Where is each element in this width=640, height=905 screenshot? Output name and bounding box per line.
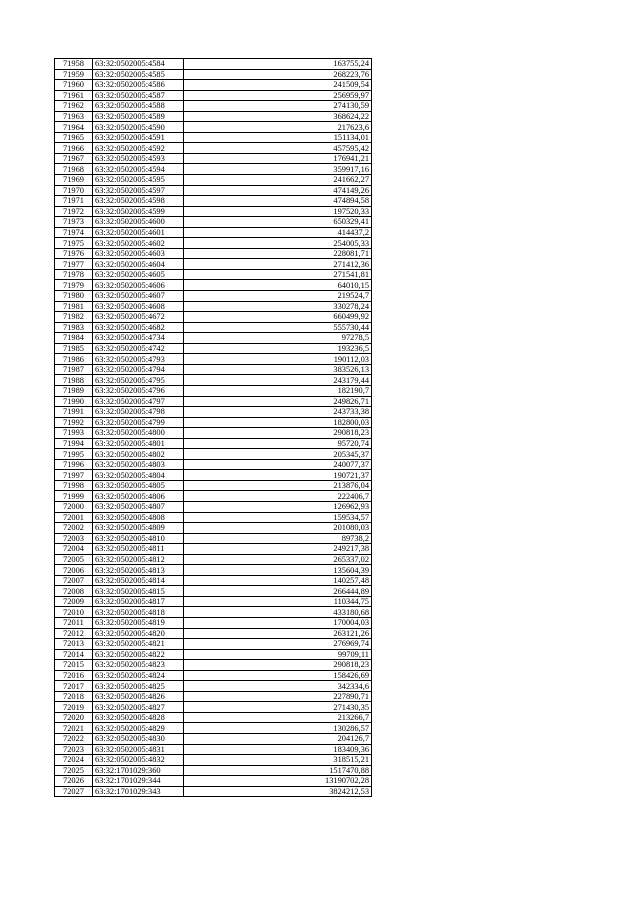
table-row bbox=[55, 723, 372, 734]
table-row bbox=[55, 470, 372, 481]
cadastral-number-cell: 63:32:0502005:4818 bbox=[93, 607, 184, 618]
cadastral-number-cell: 63:32:0502005:4606 bbox=[93, 280, 184, 291]
cadastral-number-cell: 63:32:0502005:4682 bbox=[93, 322, 184, 333]
cadastral-number-cell: 63:32:0502005:4798 bbox=[93, 407, 184, 418]
cadastral-number-cell: 63:32:0502005:4608 bbox=[93, 301, 184, 312]
cadastral-number-cell: 63:32:0502005:4808 bbox=[93, 512, 184, 523]
cadastral-value-cell: 205345,37 bbox=[184, 449, 372, 460]
row-number-cell: 72013 bbox=[55, 639, 93, 650]
row-number-cell: 71982 bbox=[55, 312, 93, 323]
row-number-cell: 72023 bbox=[55, 744, 93, 755]
cadastral-number-cell: 63:32:0502005:4586 bbox=[93, 80, 184, 91]
cadastral-value-cell: 64010,15 bbox=[184, 280, 372, 291]
cadastral-number-cell: 63:32:0502005:4815 bbox=[93, 586, 184, 597]
row-number-cell: 72014 bbox=[55, 649, 93, 660]
table-row bbox=[55, 111, 372, 122]
cadastral-value-cell: 359917,16 bbox=[184, 164, 372, 175]
row-number-cell: 72027 bbox=[55, 786, 93, 797]
row-number-cell: 71984 bbox=[55, 333, 93, 344]
table-row bbox=[55, 660, 372, 671]
row-number-cell: 71987 bbox=[55, 364, 93, 375]
row-number-cell: 72010 bbox=[55, 607, 93, 618]
table-row bbox=[55, 291, 372, 302]
row-number-cell: 71979 bbox=[55, 280, 93, 291]
table-row bbox=[55, 712, 372, 723]
table-row bbox=[55, 734, 372, 745]
cadastral-value-cell: 457595,42 bbox=[184, 143, 372, 154]
row-number-cell: 71980 bbox=[55, 291, 93, 302]
cadastral-number-cell: 63:32:0502005:4595 bbox=[93, 175, 184, 186]
table-row bbox=[55, 385, 372, 396]
row-number-cell: 72015 bbox=[55, 660, 93, 671]
table-row bbox=[55, 438, 372, 449]
row-number-cell: 72005 bbox=[55, 554, 93, 565]
cadastral-value-cell: 241509,54 bbox=[184, 80, 372, 91]
table-row bbox=[55, 132, 372, 143]
cadastral-value-cell: 368624,22 bbox=[184, 111, 372, 122]
row-number-cell: 72009 bbox=[55, 596, 93, 607]
row-number-cell: 71991 bbox=[55, 407, 93, 418]
cadastral-value-cell: 265337,02 bbox=[184, 554, 372, 565]
row-number-cell: 72003 bbox=[55, 533, 93, 544]
cadastral-number-cell: 63:32:0502005:4796 bbox=[93, 385, 184, 396]
row-number-cell: 72001 bbox=[55, 512, 93, 523]
cadastral-value-cell: 193236,5 bbox=[184, 343, 372, 354]
table-row bbox=[55, 185, 372, 196]
row-number-cell: 72011 bbox=[55, 617, 93, 628]
cadastral-value-cell: 433180,68 bbox=[184, 607, 372, 618]
cadastral-number-cell: 63:32:0502005:4799 bbox=[93, 417, 184, 428]
table-row bbox=[55, 333, 372, 344]
cadastral-value-cell: 110344,75 bbox=[184, 596, 372, 607]
table-row bbox=[55, 786, 372, 797]
cadastral-value-cell: 241662,27 bbox=[184, 175, 372, 186]
table-row bbox=[55, 217, 372, 228]
row-number-cell: 72018 bbox=[55, 691, 93, 702]
table-row bbox=[55, 765, 372, 776]
table-row bbox=[55, 523, 372, 534]
row-number-cell: 71962 bbox=[55, 101, 93, 112]
table-row bbox=[55, 322, 372, 333]
cadastral-number-cell: 63:32:0502005:4807 bbox=[93, 501, 184, 512]
row-number-cell: 72016 bbox=[55, 670, 93, 681]
cadastral-number-cell: 63:32:0502005:4605 bbox=[93, 269, 184, 280]
table-row bbox=[55, 248, 372, 259]
table-row bbox=[55, 596, 372, 607]
cadastral-value-cell: 158426,69 bbox=[184, 670, 372, 681]
cadastral-value-cell: 197520,33 bbox=[184, 206, 372, 217]
table-row bbox=[55, 670, 372, 681]
cadastral-number-cell: 63:32:0502005:4810 bbox=[93, 533, 184, 544]
row-number-cell: 71983 bbox=[55, 322, 93, 333]
cadastral-number-cell: 63:32:0502005:4826 bbox=[93, 691, 184, 702]
table-row bbox=[55, 396, 372, 407]
table-row bbox=[55, 480, 372, 491]
row-number-cell: 72026 bbox=[55, 776, 93, 787]
row-number-cell: 71989 bbox=[55, 385, 93, 396]
table-row bbox=[55, 575, 372, 586]
row-number-cell: 72021 bbox=[55, 723, 93, 734]
row-number-cell: 72024 bbox=[55, 755, 93, 766]
cadastral-value-cell: 182190,7 bbox=[184, 385, 372, 396]
table-row bbox=[55, 755, 372, 766]
table-row bbox=[55, 175, 372, 186]
table-row bbox=[55, 681, 372, 692]
row-number-cell: 72019 bbox=[55, 702, 93, 713]
table-row bbox=[55, 617, 372, 628]
table-row bbox=[55, 428, 372, 439]
cadastral-value-cell: 263121,26 bbox=[184, 628, 372, 639]
table-row bbox=[55, 459, 372, 470]
cadastral-number-cell: 63:32:0502005:4585 bbox=[93, 69, 184, 80]
cadastral-value-cell: 243733,38 bbox=[184, 407, 372, 418]
row-number-cell: 72006 bbox=[55, 565, 93, 576]
cadastral-value-cell: 3824212,53 bbox=[184, 786, 372, 797]
table-row bbox=[55, 227, 372, 238]
cadastral-number-cell: 63:32:0502005:4601 bbox=[93, 227, 184, 238]
row-number-cell: 71992 bbox=[55, 417, 93, 428]
row-number-cell: 72008 bbox=[55, 586, 93, 597]
cadastral-value-cell: 190721,37 bbox=[184, 470, 372, 481]
cadastral-number-cell: 63:32:1701029:343 bbox=[93, 786, 184, 797]
table-row bbox=[55, 280, 372, 291]
cadastral-value-cell: 13190702,28 bbox=[184, 776, 372, 787]
row-number-cell: 71995 bbox=[55, 449, 93, 460]
cadastral-number-cell: 63:32:0502005:4801 bbox=[93, 438, 184, 449]
cadastral-value-cell: 170004,03 bbox=[184, 617, 372, 628]
cadastral-number-cell: 63:32:1701029:360 bbox=[93, 765, 184, 776]
cadastral-value-cell: 183409,36 bbox=[184, 744, 372, 755]
table-row bbox=[55, 491, 372, 502]
row-number-cell: 71959 bbox=[55, 69, 93, 80]
cadastral-value-cell: 271430,35 bbox=[184, 702, 372, 713]
table-row bbox=[55, 449, 372, 460]
table-row bbox=[55, 343, 372, 354]
table-row bbox=[55, 269, 372, 280]
cadastral-number-cell: 63:32:0502005:4821 bbox=[93, 639, 184, 650]
row-number-cell: 71967 bbox=[55, 153, 93, 164]
cadastral-number-cell: 63:32:0502005:4830 bbox=[93, 734, 184, 745]
row-number-cell: 71966 bbox=[55, 143, 93, 154]
cadastral-number-cell: 63:32:0502005:4742 bbox=[93, 343, 184, 354]
table-row bbox=[55, 702, 372, 713]
cadastral-value-table bbox=[54, 58, 372, 797]
cadastral-value-cell: 159534,57 bbox=[184, 512, 372, 523]
table-row bbox=[55, 59, 372, 70]
table-row bbox=[55, 744, 372, 755]
cadastral-value-cell: 95720,74 bbox=[184, 438, 372, 449]
cadastral-number-cell: 63:32:0502005:4589 bbox=[93, 111, 184, 122]
cadastral-value-cell: 276969,74 bbox=[184, 639, 372, 650]
cadastral-value-cell: 290818,23 bbox=[184, 660, 372, 671]
cadastral-value-cell: 217623,6 bbox=[184, 122, 372, 133]
row-number-cell: 71988 bbox=[55, 375, 93, 386]
cadastral-value-cell: 190112,03 bbox=[184, 354, 372, 365]
table-row bbox=[55, 776, 372, 787]
cadastral-number-cell: 63:32:0502005:4827 bbox=[93, 702, 184, 713]
row-number-cell: 72025 bbox=[55, 765, 93, 776]
cadastral-value-cell: 204126,7 bbox=[184, 734, 372, 745]
cadastral-value-cell: 140257,48 bbox=[184, 575, 372, 586]
cadastral-number-cell: 63:32:0502005:4822 bbox=[93, 649, 184, 660]
cadastral-value-cell: 99709,11 bbox=[184, 649, 372, 660]
cadastral-number-cell: 63:32:0502005:4793 bbox=[93, 354, 184, 365]
table-row bbox=[55, 153, 372, 164]
row-number-cell: 71996 bbox=[55, 459, 93, 470]
table-row bbox=[55, 206, 372, 217]
table-row bbox=[55, 533, 372, 544]
cadastral-value-cell: 213266,7 bbox=[184, 712, 372, 723]
row-number-cell: 71997 bbox=[55, 470, 93, 481]
cadastral-value-cell: 383526,13 bbox=[184, 364, 372, 375]
table-row bbox=[55, 238, 372, 249]
cadastral-number-cell: 63:32:0502005:4828 bbox=[93, 712, 184, 723]
row-number-cell: 71978 bbox=[55, 269, 93, 280]
cadastral-value-cell: 97278,5 bbox=[184, 333, 372, 344]
cadastral-value-cell: 254005,33 bbox=[184, 238, 372, 249]
cadastral-number-cell: 63:32:0502005:4805 bbox=[93, 480, 184, 491]
cadastral-value-cell: 318515,21 bbox=[184, 755, 372, 766]
row-number-cell: 71999 bbox=[55, 491, 93, 502]
row-number-cell: 72002 bbox=[55, 523, 93, 534]
table-row bbox=[55, 259, 372, 270]
cadastral-value-cell: 660499,92 bbox=[184, 312, 372, 323]
cadastral-number-cell: 63:32:0502005:4831 bbox=[93, 744, 184, 755]
cadastral-number-cell: 63:32:0502005:4812 bbox=[93, 554, 184, 565]
row-number-cell: 71986 bbox=[55, 354, 93, 365]
cadastral-number-cell: 63:32:0502005:4599 bbox=[93, 206, 184, 217]
row-number-cell: 72020 bbox=[55, 712, 93, 723]
row-number-cell: 72000 bbox=[55, 501, 93, 512]
cadastral-value-cell: 219524,7 bbox=[184, 291, 372, 302]
cadastral-number-cell: 63:32:0502005:4813 bbox=[93, 565, 184, 576]
cadastral-value-cell: 135604,39 bbox=[184, 565, 372, 576]
cadastral-number-cell: 63:32:0502005:4794 bbox=[93, 364, 184, 375]
cadastral-number-cell: 63:32:0502005:4800 bbox=[93, 428, 184, 439]
cadastral-value-cell: 163755,24 bbox=[184, 59, 372, 70]
cadastral-value-cell: 271541,81 bbox=[184, 269, 372, 280]
cadastral-value-cell: 474894,58 bbox=[184, 196, 372, 207]
cadastral-number-cell: 63:32:0502005:4607 bbox=[93, 291, 184, 302]
table-row bbox=[55, 312, 372, 323]
row-number-cell: 71970 bbox=[55, 185, 93, 196]
cadastral-value-cell: 650329,41 bbox=[184, 217, 372, 228]
row-number-cell: 72007 bbox=[55, 575, 93, 586]
cadastral-value-cell: 222406,7 bbox=[184, 491, 372, 502]
cadastral-number-cell: 63:32:0502005:4824 bbox=[93, 670, 184, 681]
table-row bbox=[55, 417, 372, 428]
row-number-cell: 71985 bbox=[55, 343, 93, 354]
cadastral-number-cell: 63:32:0502005:4587 bbox=[93, 90, 184, 101]
table-row bbox=[55, 501, 372, 512]
table-row bbox=[55, 649, 372, 660]
table-row bbox=[55, 554, 372, 565]
cadastral-number-cell: 63:32:0502005:4823 bbox=[93, 660, 184, 671]
cadastral-value-cell: 243179,44 bbox=[184, 375, 372, 386]
cadastral-value-cell: 414437,2 bbox=[184, 227, 372, 238]
table-row bbox=[55, 628, 372, 639]
cadastral-value-cell: 126962,93 bbox=[184, 501, 372, 512]
cadastral-value-cell: 555730,44 bbox=[184, 322, 372, 333]
row-number-cell: 71965 bbox=[55, 132, 93, 143]
table-row bbox=[55, 354, 372, 365]
row-number-cell: 72022 bbox=[55, 734, 93, 745]
row-number-cell: 71977 bbox=[55, 259, 93, 270]
cadastral-value-cell: 151134,01 bbox=[184, 132, 372, 143]
row-number-cell: 71971 bbox=[55, 196, 93, 207]
cadastral-value-cell: 228081,71 bbox=[184, 248, 372, 259]
row-number-cell: 71961 bbox=[55, 90, 93, 101]
table-row bbox=[55, 364, 372, 375]
row-number-cell: 71976 bbox=[55, 248, 93, 259]
cadastral-value-cell: 274130,59 bbox=[184, 101, 372, 112]
table-row bbox=[55, 407, 372, 418]
cadastral-value-cell: 249826,71 bbox=[184, 396, 372, 407]
cadastral-value-cell: 474149,26 bbox=[184, 185, 372, 196]
cadastral-number-cell: 63:32:0502005:4588 bbox=[93, 101, 184, 112]
cadastral-value-cell: 240077,37 bbox=[184, 459, 372, 470]
cadastral-number-cell: 63:32:0502005:4819 bbox=[93, 617, 184, 628]
table-row bbox=[55, 639, 372, 650]
cadastral-number-cell: 63:32:0502005:4734 bbox=[93, 333, 184, 344]
cadastral-value-cell: 268223,76 bbox=[184, 69, 372, 80]
row-number-cell: 71960 bbox=[55, 80, 93, 91]
row-number-cell: 71968 bbox=[55, 164, 93, 175]
cadastral-number-cell: 63:32:0502005:4603 bbox=[93, 248, 184, 259]
cadastral-number-cell: 63:32:0502005:4829 bbox=[93, 723, 184, 734]
row-number-cell: 71964 bbox=[55, 122, 93, 133]
table-body bbox=[55, 59, 372, 797]
cadastral-number-cell: 63:32:0502005:4584 bbox=[93, 59, 184, 70]
table-row bbox=[55, 691, 372, 702]
table-row bbox=[55, 375, 372, 386]
row-number-cell: 71972 bbox=[55, 206, 93, 217]
cadastral-number-cell: 63:32:0502005:4593 bbox=[93, 153, 184, 164]
row-number-cell: 71981 bbox=[55, 301, 93, 312]
row-number-cell: 72012 bbox=[55, 628, 93, 639]
table-row bbox=[55, 586, 372, 597]
cadastral-value-cell: 290818,23 bbox=[184, 428, 372, 439]
cadastral-number-cell: 63:32:0502005:4594 bbox=[93, 164, 184, 175]
cadastral-number-cell: 63:32:1701029:344 bbox=[93, 776, 184, 787]
row-number-cell: 71998 bbox=[55, 480, 93, 491]
table-row bbox=[55, 607, 372, 618]
cadastral-number-cell: 63:32:0502005:4591 bbox=[93, 132, 184, 143]
cadastral-number-cell: 63:32:0502005:4600 bbox=[93, 217, 184, 228]
row-number-cell: 71963 bbox=[55, 111, 93, 122]
table-row bbox=[55, 196, 372, 207]
cadastral-number-cell: 63:32:0502005:4803 bbox=[93, 459, 184, 470]
cadastral-number-cell: 63:32:0502005:4825 bbox=[93, 681, 184, 692]
cadastral-number-cell: 63:32:0502005:4817 bbox=[93, 596, 184, 607]
cadastral-value-cell: 182800,03 bbox=[184, 417, 372, 428]
cadastral-value-cell: 176941,21 bbox=[184, 153, 372, 164]
table-row bbox=[55, 301, 372, 312]
cadastral-number-cell: 63:32:0502005:4832 bbox=[93, 755, 184, 766]
table-row bbox=[55, 565, 372, 576]
table-row bbox=[55, 69, 372, 80]
table-row bbox=[55, 80, 372, 91]
table-row bbox=[55, 544, 372, 555]
cadastral-number-cell: 63:32:0502005:4598 bbox=[93, 196, 184, 207]
table-row bbox=[55, 90, 372, 101]
cadastral-number-cell: 63:32:0502005:4795 bbox=[93, 375, 184, 386]
cadastral-number-cell: 63:32:0502005:4672 bbox=[93, 312, 184, 323]
cadastral-value-cell: 266444,89 bbox=[184, 586, 372, 597]
cadastral-number-cell: 63:32:0502005:4592 bbox=[93, 143, 184, 154]
row-number-cell: 71994 bbox=[55, 438, 93, 449]
cadastral-value-cell: 213876,04 bbox=[184, 480, 372, 491]
cadastral-number-cell: 63:32:0502005:4590 bbox=[93, 122, 184, 133]
cadastral-number-cell: 63:32:0502005:4820 bbox=[93, 628, 184, 639]
row-number-cell: 72017 bbox=[55, 681, 93, 692]
row-number-cell: 71975 bbox=[55, 238, 93, 249]
row-number-cell: 72004 bbox=[55, 544, 93, 555]
table-row bbox=[55, 143, 372, 154]
cadastral-value-cell: 89738,2 bbox=[184, 533, 372, 544]
row-number-cell: 71969 bbox=[55, 175, 93, 186]
row-number-cell: 71990 bbox=[55, 396, 93, 407]
cadastral-number-cell: 63:32:0502005:4806 bbox=[93, 491, 184, 502]
cadastral-value-cell: 227890,71 bbox=[184, 691, 372, 702]
cadastral-number-cell: 63:32:0502005:4809 bbox=[93, 523, 184, 534]
cadastral-number-cell: 63:32:0502005:4604 bbox=[93, 259, 184, 270]
table-row bbox=[55, 101, 372, 112]
cadastral-value-cell: 130286,57 bbox=[184, 723, 372, 734]
row-number-cell: 71958 bbox=[55, 59, 93, 70]
row-number-cell: 71993 bbox=[55, 428, 93, 439]
row-number-cell: 71973 bbox=[55, 217, 93, 228]
cadastral-number-cell: 63:32:0502005:4602 bbox=[93, 238, 184, 249]
cadastral-number-cell: 63:32:0502005:4811 bbox=[93, 544, 184, 555]
cadastral-value-cell: 271412,36 bbox=[184, 259, 372, 270]
cadastral-value-cell: 201080,03 bbox=[184, 523, 372, 534]
cadastral-number-cell: 63:32:0502005:4597 bbox=[93, 185, 184, 196]
cadastral-value-cell: 256959,97 bbox=[184, 90, 372, 101]
table-row bbox=[55, 512, 372, 523]
cadastral-value-cell: 1517470,88 bbox=[184, 765, 372, 776]
table-row bbox=[55, 122, 372, 133]
cadastral-value-cell: 330278,24 bbox=[184, 301, 372, 312]
table-row bbox=[55, 164, 372, 175]
cadastral-number-cell: 63:32:0502005:4797 bbox=[93, 396, 184, 407]
cadastral-number-cell: 63:32:0502005:4814 bbox=[93, 575, 184, 586]
cadastral-value-cell: 342334,6 bbox=[184, 681, 372, 692]
cadastral-number-cell: 63:32:0502005:4802 bbox=[93, 449, 184, 460]
cadastral-number-cell: 63:32:0502005:4804 bbox=[93, 470, 184, 481]
row-number-cell: 71974 bbox=[55, 227, 93, 238]
cadastral-value-cell: 249217,38 bbox=[184, 544, 372, 555]
